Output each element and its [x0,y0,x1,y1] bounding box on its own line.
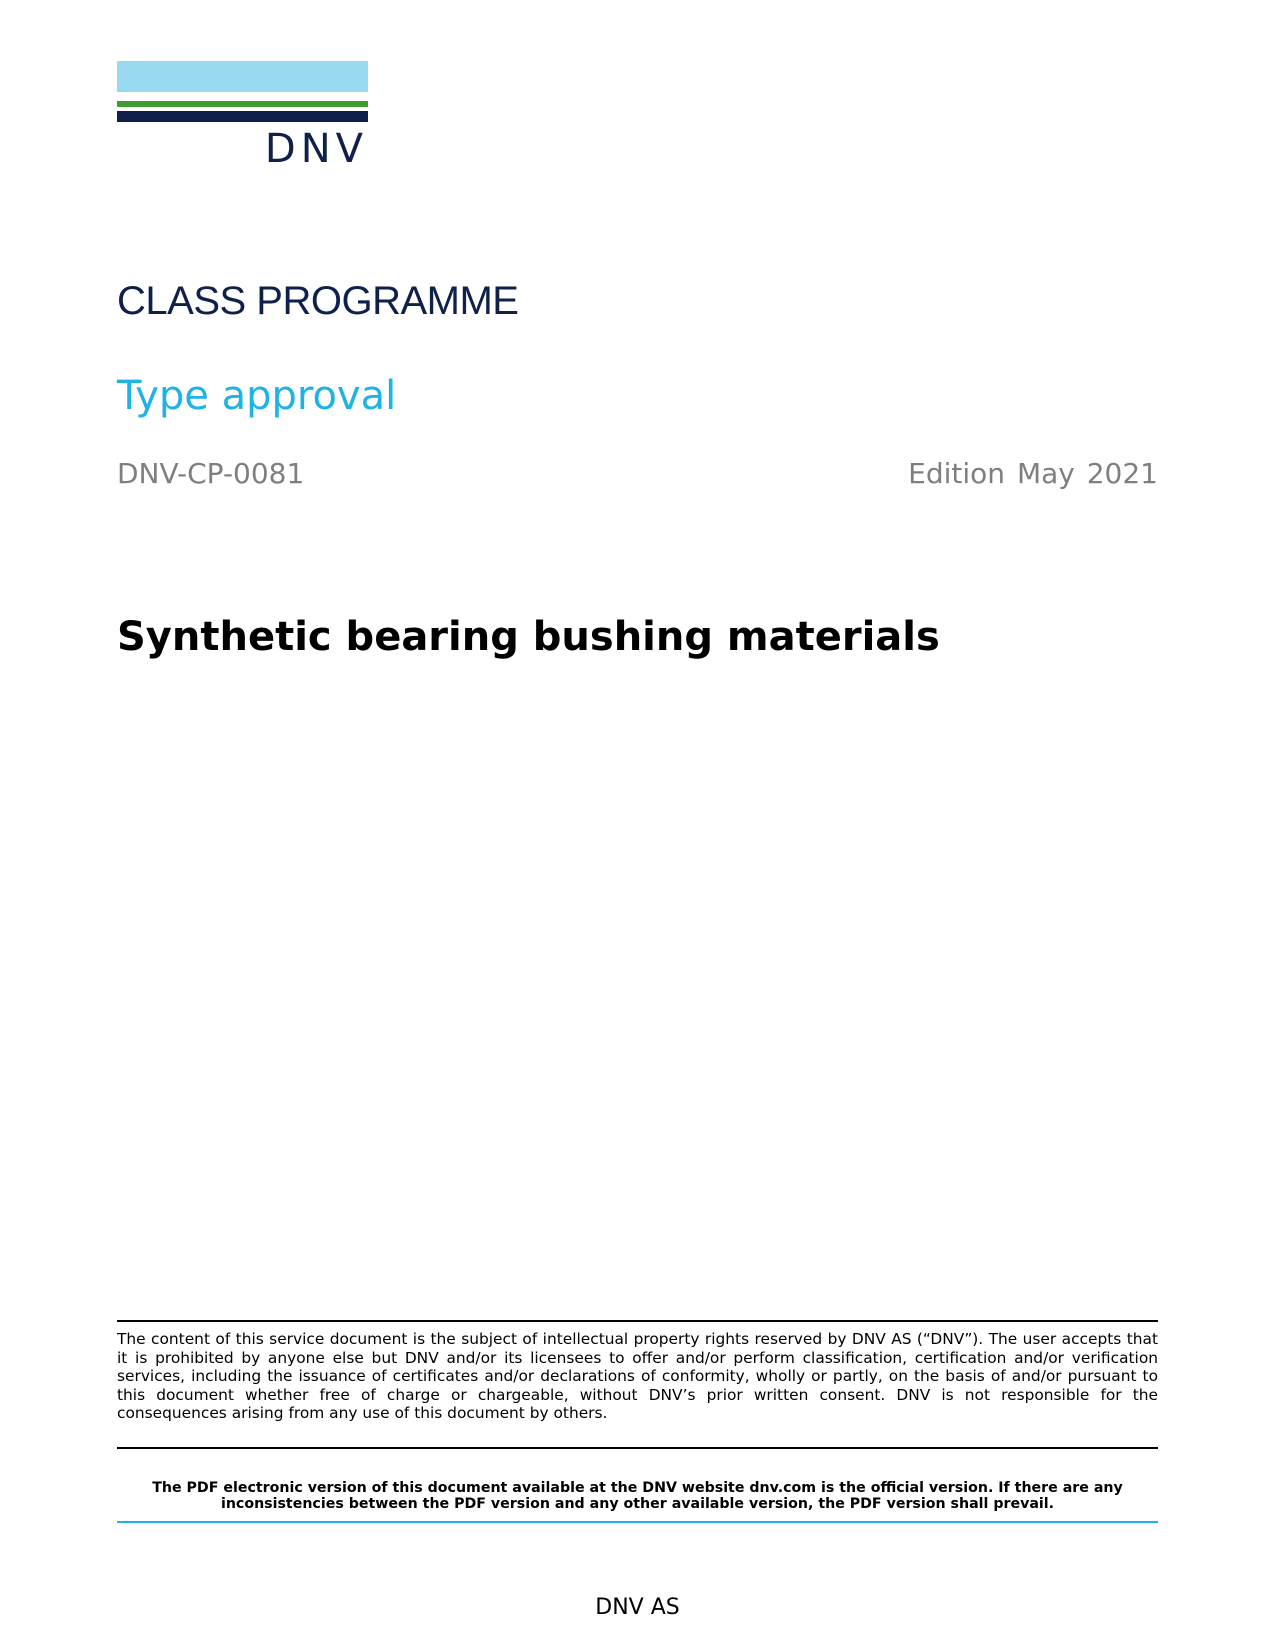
dnv-logo [117,61,368,171]
publisher-name: DNV AS [595,1595,680,1620]
logo-green-bar [117,101,368,107]
divider-bottom [117,1521,1158,1523]
edition-date: Edition May 2021 [908,457,1158,490]
service-type: Type approval [117,373,397,419]
logo-light-blue-bar [117,61,368,92]
document-title: Synthetic bearing bushing materials [117,614,940,660]
logo-navy-bar [117,111,368,122]
programme-label: CLASS PROGRAMME [117,279,519,323]
document-id: DNV-CP-0081 [117,457,305,490]
divider-top [117,1320,1158,1322]
copyright-disclaimer: The content of this service document is the subject of intellectual property rights reserved by DNV AS (“DNV”). The user accepts that it is prohibited by anyone else but DNV and/or its licensees to offer and/or perform classification, certification and/or verification services, including the issuance of certificates and/or declarations of conformity, wholly or partly, on the basis of and/or pursuant to this document whether free of charge or chargeable, without DNV’s prior written consent. DNV is not responsible for the consequences arising from any use of this document by others. [117,1330,1158,1422]
divider-middle [117,1447,1158,1449]
official-version-note: The PDF electronic version of this document available at the DNV website dnv.com is the official version. If there are any inconsistencies between the PDF version and any other available version, the PDF version shall prevail. [152,1480,1123,1512]
logo-wordmark: DNV [264,126,368,172]
